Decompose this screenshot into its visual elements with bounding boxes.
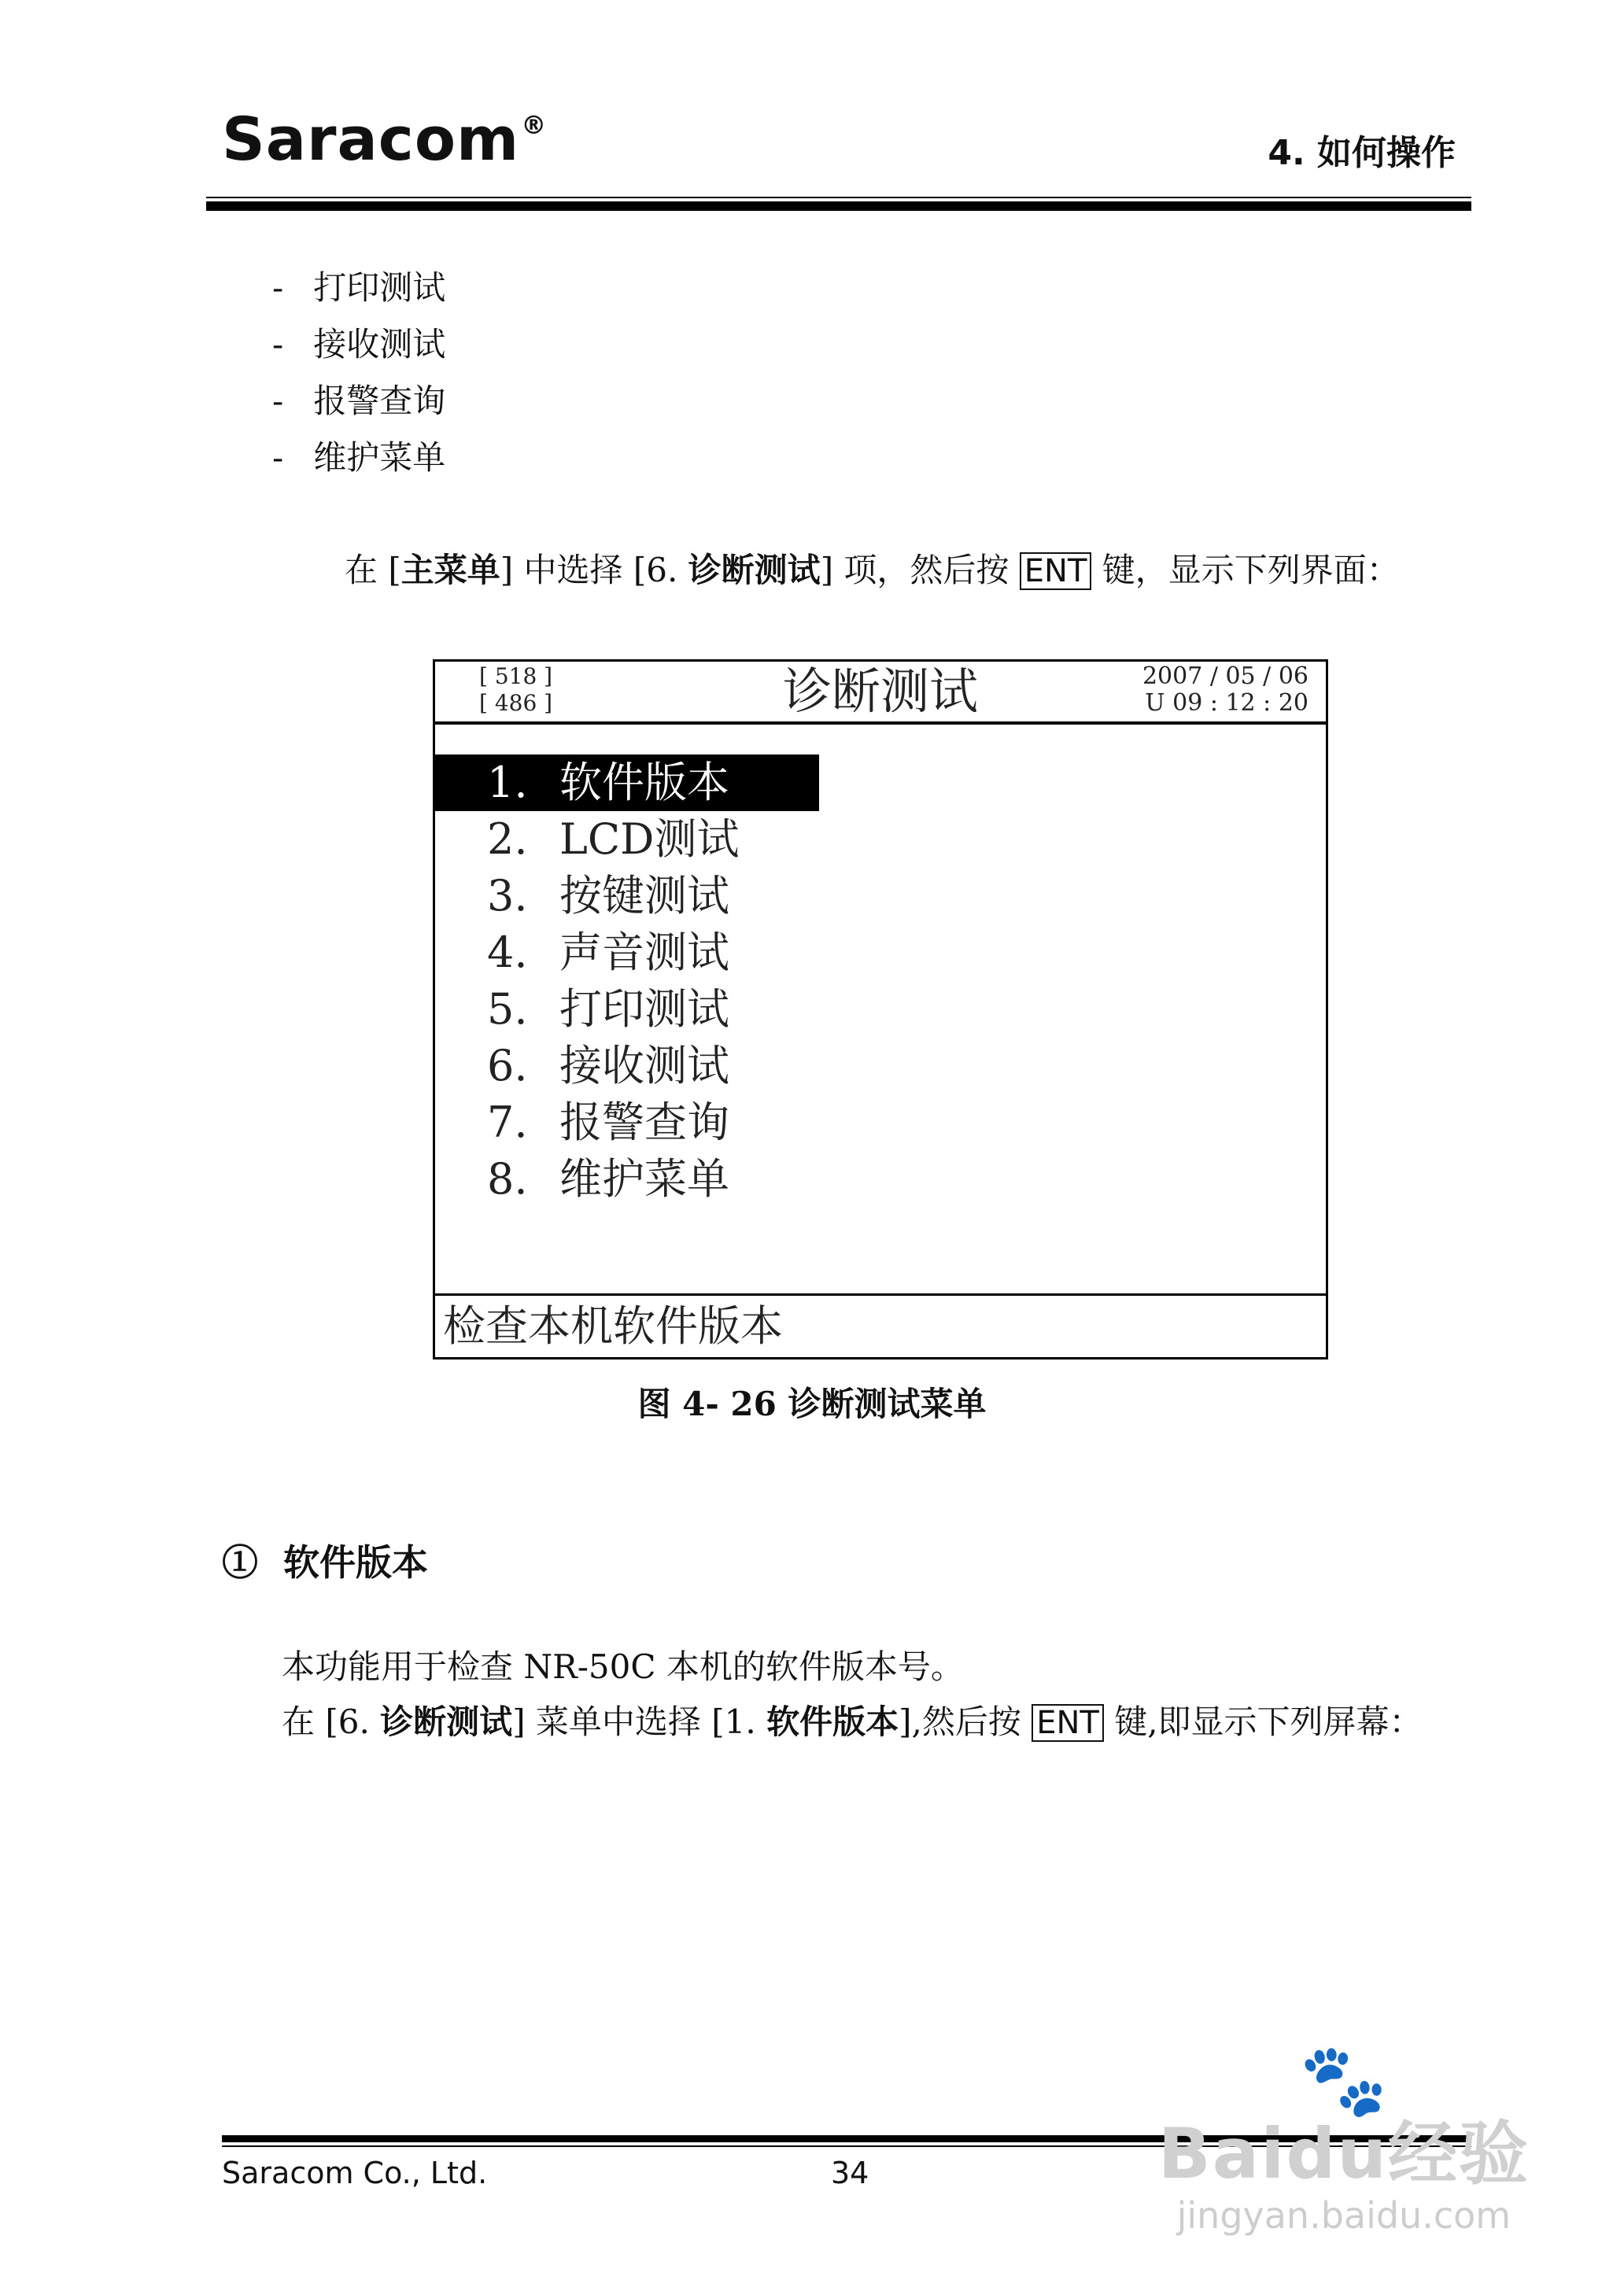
header-rule-thin [206,197,1471,198]
ent-key-label: ENT [1020,552,1092,590]
menu-item-lcd-test[interactable]: 2. LCD测试 [487,814,740,864]
menu-item-maintenance[interactable]: 8. 维护菜单 [487,1154,729,1204]
body-paragraph: 本功能用于检查 NR-50C 本机的软件版本号。 [282,1647,964,1686]
ent-key-label: ENT [1032,1704,1104,1742]
menu-item-key-test[interactable]: 3. 按键测试 [487,871,729,920]
paw-icon: 🐾 [1299,2039,1388,2122]
bullet-item: - 报警查询 [272,382,446,420]
instruction-paragraph: 在 [6. 诊断测试] 菜单中选择 [1. 软件版本],然后按 ENT 键,即显示下列屏幕： [282,1703,1423,1741]
header-rule [206,201,1471,211]
screen-header [435,662,1326,725]
chapter-title: 4. 如何操作 [1268,133,1456,173]
screen-status-text: 检查本机软件版本 [443,1301,783,1351]
screen-title: 诊断测试 [782,662,978,720]
menu-item-receive-test[interactable]: 6. 接收测试 [487,1041,729,1090]
bullet-item: - 维护菜单 [272,438,446,477]
menu-item-print-test[interactable]: 5. 打印测试 [487,984,729,1034]
watermark-url: jingyan.baidu.com [1176,2194,1511,2237]
baidu-watermark [1157,2039,1530,2239]
menu-item-sound-test[interactable]: 4. 声音测试 [487,928,729,977]
screen-menu [435,754,819,1208]
bullet-list [272,260,445,486]
lcd-screen [433,659,1328,1359]
screen-status-bar [435,1293,1326,1357]
menu-item-software-version[interactable]: 1. 软件版本 [435,754,819,811]
menu-item-alarm-query[interactable]: 7. 报警查询 [487,1098,729,1147]
screen-datetime: 2007 / 05 / 06 U 09 : 12 : 20 [1142,662,1308,717]
footer-company: Saracom Co., Ltd. [222,2156,488,2190]
intro-paragraph: 在 [主菜单] 中选择 [6. 诊断测试] 项，然后按 ENT 键，显示下列界面： [345,551,1400,589]
bullet-item: - 接收测试 [272,325,446,363]
figure-caption: 图 4- 26 诊断测试菜单 [637,1385,987,1423]
page-number: 34 [831,2156,869,2190]
bullet-item: - 打印测试 [272,268,446,307]
screen-counter: [ 518 ] [ 486 ] [479,663,553,716]
watermark-brand: Baidu经验 [1157,2113,1530,2194]
section-heading: ① 软件版本 [222,1541,429,1584]
saracom-logo: Saracom® [222,104,548,174]
